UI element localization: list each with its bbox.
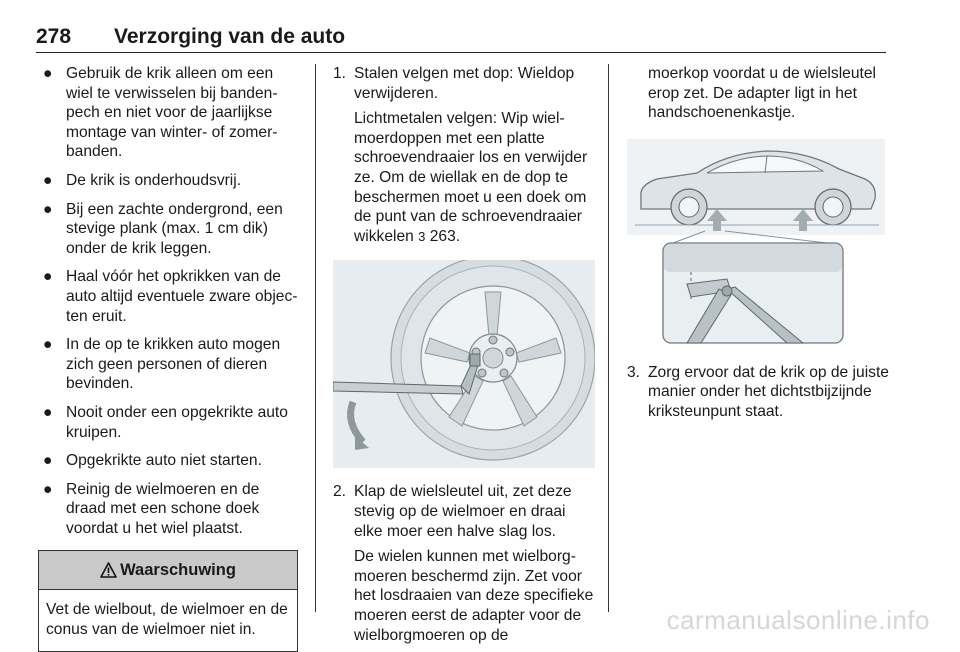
list-item: ● In de op te krikken auto mogen zich geen personen of dieren bevinden.: [43, 336, 281, 393]
page-reference: 263.: [429, 227, 461, 245]
column-divider-right: [608, 64, 609, 612]
bullet-icon: ●: [43, 336, 53, 354]
column-right: [627, 64, 889, 428]
list-item: ● Opgekrikte auto niet starten.: [43, 452, 262, 470]
wheel-wrench-image: [333, 260, 595, 468]
list-item: ● Nooit onder een opgekrikte auto kruipen.: [43, 403, 288, 441]
warning-header: [39, 551, 297, 590]
bullet-icon: ●: [43, 65, 53, 82]
step-1-detail: Lichtmetalen velgen: Wip wielmoerdoppen met een platte schroevendraaier los en verwijder ze. Om de wiellak en de dop te beschermen moet u een doek om de punt van de schroevendraaier wikkelen 3 263.: [354, 110, 588, 245]
step-2-detail: De wielen kunnen met wielborgmoeren beschermd zijn. Zet voor het losdraaien van deze specifieke moeren eerst de adapter voor de wielborgmoeren op de: [354, 548, 594, 644]
list-item: ● Haal vóór het opkrikken van de auto altijd eventuele zware objecten eruit.: [43, 268, 298, 325]
bullet-icon: ●: [43, 171, 53, 189]
continued-text: moerkop voordat u de wielsleutel erop zet. De adapter ligt in het handschoenenkastje.: [648, 65, 876, 122]
step-number: 3.: [627, 363, 641, 381]
column-middle: [333, 64, 595, 651]
page-header: [36, 22, 886, 53]
bullet-icon: ●: [43, 268, 53, 286]
step-3: [627, 363, 889, 422]
list-item: ● Gebruik de krik alleen om een wiel te verwisselen bij bandenpech en niet voor de jaarlijkse montage van winter- of zomerbanden.: [43, 65, 278, 161]
step-text: Zorg ervoor dat de krik op de juiste manier onder het dichtstbijzijnde kriksteunpunt staat.: [648, 363, 889, 420]
bullet-icon: ●: [43, 403, 53, 421]
bullet-icon: ●: [43, 200, 53, 218]
page-title: Verzorging van de auto: [114, 25, 346, 48]
step-number: 1.: [333, 65, 347, 82]
warning-triangle-icon: [100, 562, 117, 578]
jack-illustration: [627, 139, 889, 347]
column-left: [38, 64, 300, 652]
bullet-icon: ●: [43, 480, 53, 498]
bullet-icon: ●: [43, 452, 53, 470]
step-text: Stalen velgen met dop: Wieldop verwijderen.: [354, 65, 575, 102]
column-divider-left: [315, 64, 316, 612]
list-item: ● Reinig de wielmoeren en de draad met een schone doek voordat u het wiel plaatst.: [43, 480, 260, 537]
step-number: 2.: [333, 483, 347, 501]
list-item: ● Bij een zachte ondergrond, een stevige plank (max. 1 cm dik) onder de krik leggen.: [43, 200, 283, 257]
warning-box: [38, 550, 298, 651]
list-item: ● De krik is onderhoudsvrij.: [43, 171, 242, 189]
page-number: 278: [36, 25, 72, 48]
watermark: carmanualsonline.info: [666, 605, 930, 635]
wheel-illustration: [333, 260, 595, 468]
step-text: Klap de wielsleutel uit, zet deze stevig op de wielmoer en draai elke moer een halve slag los.: [354, 483, 572, 540]
page-reference-icon: 3: [418, 228, 426, 244]
car-jack-image: [627, 139, 885, 347]
step-2: [333, 482, 595, 541]
warning-title: Waarschuwing: [120, 560, 236, 579]
step-1: [333, 64, 595, 103]
warning-text: Vet de wielbout, de wielmoer en de conus van de wielmoer niet in.: [46, 601, 288, 639]
